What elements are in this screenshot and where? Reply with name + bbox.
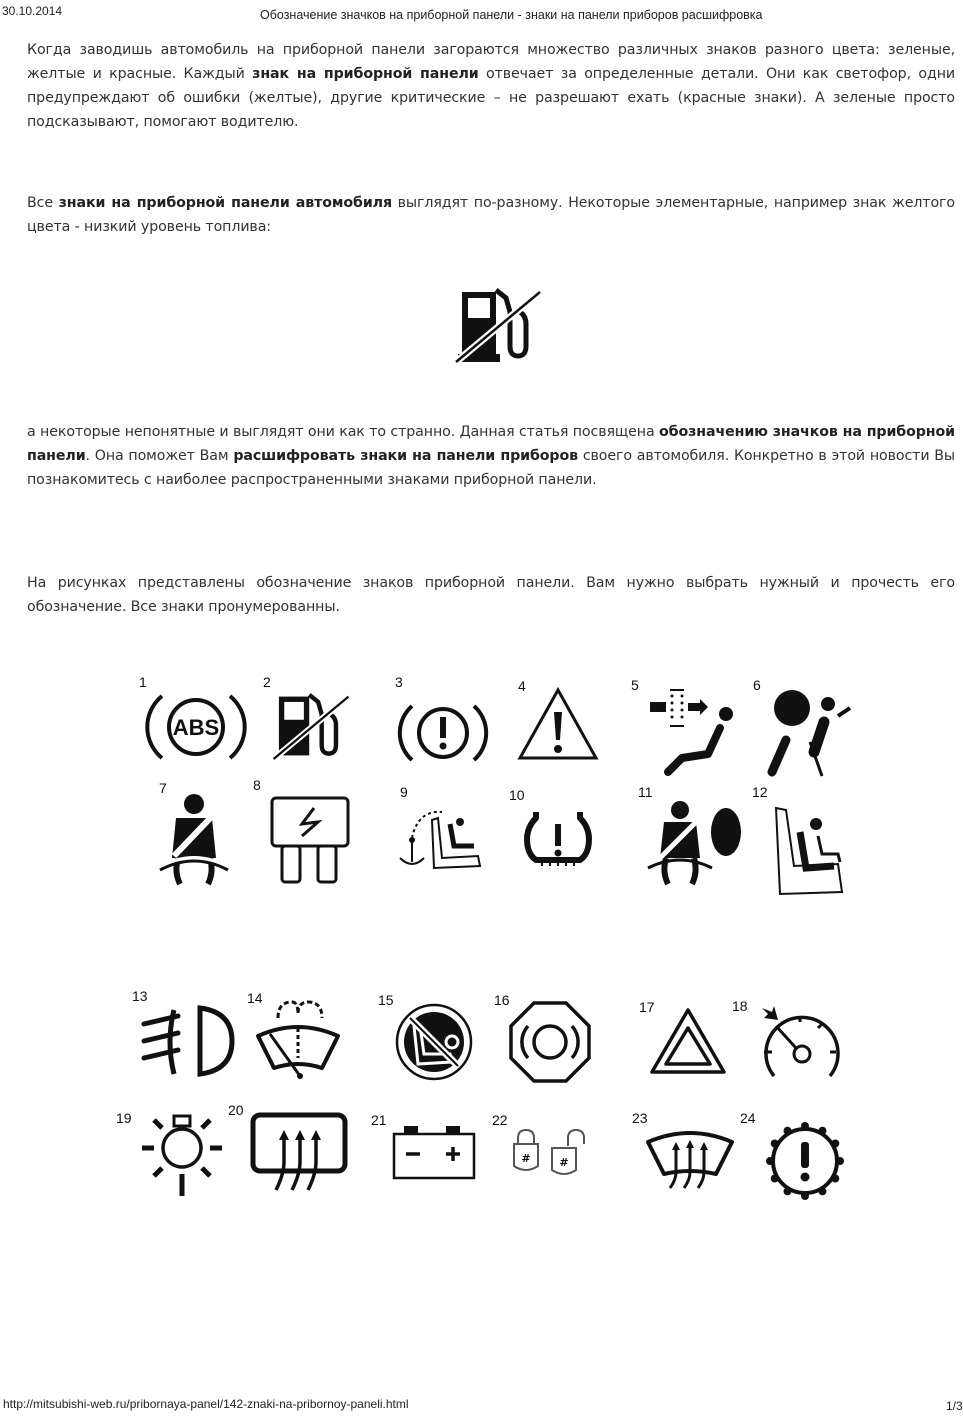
text: Все [27,195,59,211]
sign-number: 5 [631,677,639,693]
transmission-warning-icon [764,1120,846,1202]
brake-warning-icon [398,700,488,766]
bold-text: знак на приборной панели [252,66,479,82]
fog-light-icon [140,1004,234,1078]
brake-pad-icon [508,1000,592,1084]
front-defrost-icon [646,1128,734,1190]
bold-text: знаки на приборной панели автомобиля [58,195,392,211]
sign-number: 4 [518,678,526,694]
intro-paragraph [27,38,955,134]
text: . Она поможет Вам [85,448,234,464]
rear-defrost-icon [250,1112,348,1192]
child-seat-icon [772,804,844,898]
low-fuel-icon [270,688,352,764]
immobilizer-lock-icon [512,1128,584,1176]
text: а некоторые непонятные и выглядят они как то странно. Данная статья посвящена [27,424,660,440]
sign-number: 20 [228,1102,244,1118]
sign-number: 17 [639,999,655,1015]
page-number: 1/3 [946,1399,963,1413]
sign-number: 1 [139,674,147,690]
sign-number: 15 [378,992,394,1008]
hazard-icon [650,1008,726,1074]
seatbelt-airbag-icon [646,800,744,886]
sign-number: 12 [752,784,768,800]
sign-number: 7 [159,780,167,796]
sign-number: 19 [116,1110,132,1126]
sign-number: 2 [263,674,271,690]
sign-number: 22 [492,1112,508,1128]
text: Когда заводишь автомобиль на приборной панели загораются множество различных знаков разного цвета: зеленые, желтые и красные. Каждый [27,42,955,82]
sign-number: 9 [400,784,408,800]
sign-number: 23 [632,1110,648,1126]
bold-text: обозначению значков на приборной панели [27,424,955,464]
warning-triangle-icon [516,686,600,762]
svg-text:#: # [521,1152,531,1165]
child-seat-anchor-icon [398,808,486,870]
exterior-light-icon [140,1112,224,1198]
seatbelt-icon [156,792,232,888]
sign-number: 11 [638,784,653,800]
sign-number: 16 [494,992,510,1008]
abs-icon [148,688,244,766]
text: На рисунках представлены обозначение знаков приборной панели. Вам нужно выбрать нужный и прочесть его обозначение. Все знаки пронумерованны. [27,575,955,615]
svg-text:ABS: ABS [172,715,220,740]
sign-number: 21 [371,1112,387,1128]
passenger-airbag-icon [648,688,744,778]
sign-number: 6 [753,677,761,693]
text: выглядят по-разному. Некоторые элементарные, например знак желтого цвета - низкий уровень топлива: [27,195,955,235]
all-signs-paragraph [27,191,955,239]
battery-icon [392,1124,476,1180]
speed-limiter-icon [760,1006,840,1088]
sign-number: 13 [132,988,148,1004]
sign-number: 3 [395,674,403,690]
tire-pressure-icon [522,808,594,870]
sign-number: 8 [253,777,261,793]
article-paragraph [27,420,955,492]
washer-fluid-icon [256,996,340,1082]
print-date: 30.10.2014 [2,4,63,18]
airbag-off-child-seat-icon [394,1002,474,1082]
low-fuel-icon [452,284,544,366]
text: своего автомобиля. Конкретно в этой новости Вы познакомитесь с наиболее распространенными знаками приборной панели. [27,448,955,488]
instructions-paragraph [27,571,955,619]
bold-text: расшифровать знаки на панели приборов [233,448,579,464]
airbag-icon [766,690,856,778]
text: отвечает за определенные детали. Они как светофор, одни предупреждают об ошибки (желтые), другие критические – не разрешают ехать (красные знаки). А зеленые просто подсказывают, помогают водителю. [27,66,955,130]
fuse-icon [268,794,352,886]
sign-number: 10 [509,787,525,803]
source-url: http://mitsubishi-web.ru/pribornaya-panel/142-znaki-na-pribornoy-paneli.html [3,1397,409,1411]
sign-number: 14 [247,990,263,1006]
svg-text:#: # [559,1156,569,1169]
page-title: Обозначение значков на приборной панели - знаки на панели приборов расшифровка [260,8,763,22]
sign-number: 18 [732,998,748,1014]
sign-number: 24 [740,1110,756,1126]
